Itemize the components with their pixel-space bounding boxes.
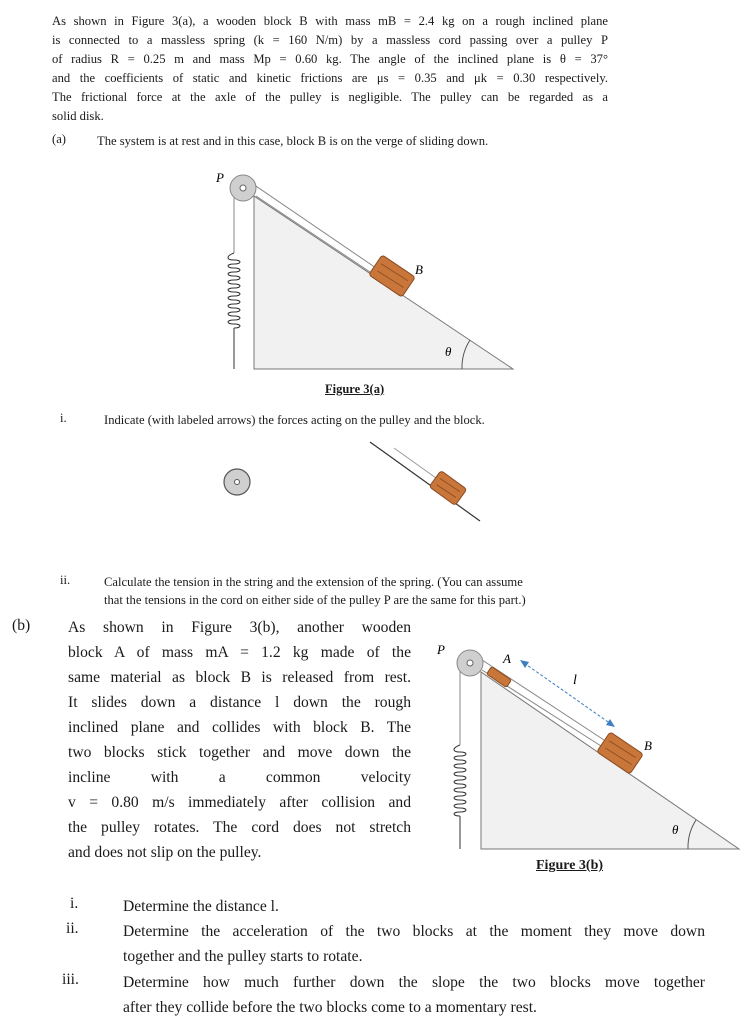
- part-a-marker: (a): [52, 132, 66, 146]
- question-a1-marker: i.: [60, 411, 67, 425]
- pulley-axle-icon: [235, 480, 240, 485]
- label-p: P: [437, 642, 445, 657]
- answer-sketch: [210, 440, 490, 540]
- question-a1-text: Indicate (with labeled arrows) the forces acting on the pulley and the block.: [104, 413, 485, 427]
- part-b-line-9: the pulley rotates. The cord does not stretch: [68, 819, 411, 836]
- label-theta: θ: [672, 822, 679, 837]
- question-b2-line-1: Determine the acceleration of the two blocks at the moment they move down: [123, 923, 705, 940]
- part-b-marker: (b): [12, 617, 31, 634]
- part-b-line-8: v = 0.80 m/s immediately after collision and: [68, 794, 411, 811]
- intro-line-5: The frictional force at the axle of the pulley is negligible. The pulley can be regarded as a: [52, 90, 608, 104]
- question-a2-line-2: that the tensions in the cord on either side of the pulley P are the same for this part.): [104, 593, 526, 607]
- incline-line: [370, 442, 480, 521]
- block-b-icon: [429, 471, 467, 506]
- spring-icon: [454, 745, 466, 849]
- question-a2-line-1: Calculate the tension in the string and the extension of the spring. (You can assume: [104, 575, 523, 589]
- label-theta: θ: [445, 344, 452, 359]
- question-b2-line-2: together and the pulley starts to rotate.: [123, 948, 363, 965]
- intro-line-6: solid disk.: [52, 109, 104, 123]
- question-b1-text: Determine the distance l.: [123, 898, 279, 915]
- part-b-line-5: inclined plane and collides with block B. The: [68, 719, 411, 736]
- label-l: l: [573, 673, 577, 688]
- question-a2-marker: ii.: [60, 573, 71, 587]
- intro-line-1: As shown in Figure 3(a), a wooden block B with mass mB = 2.4 kg on a rough inclined plane: [52, 14, 608, 28]
- part-a-text: The system is at rest and in this case, block B is on the verge of sliding down.: [97, 134, 489, 148]
- label-b: B: [415, 262, 423, 277]
- question-b3-line-1: Determine how much further down the slope the two blocks move together: [123, 974, 705, 991]
- part-b-line-4: It slides down a distance l down the rough: [68, 694, 411, 711]
- question-b3-marker: iii.: [62, 971, 79, 988]
- figure-3a-caption: Figure 3(a): [325, 382, 385, 396]
- part-b-line-3: same material as block B is released from rest.: [68, 669, 411, 686]
- part-b-line-6: two blocks stick together and move down the: [68, 744, 411, 761]
- question-b2-marker: ii.: [66, 920, 79, 937]
- spring-icon: [228, 253, 240, 369]
- figure-3a: [190, 168, 530, 378]
- part-b-line-7: incline with a common velocity: [68, 769, 411, 786]
- part-b-line-1: As shown in Figure 3(b), another wooden: [68, 619, 411, 636]
- figure-3b-caption: Figure 3(b): [536, 858, 604, 873]
- intro-line-4: and the coefficients of static and kinetic frictions are μs = 0.35 and μk = 0.30 respectively.: [52, 71, 608, 85]
- label-p: P: [216, 170, 224, 185]
- intro-line-2: is connected to a massless spring (k = 160 N/m) by a massless cord passing over a pulley P: [52, 33, 608, 47]
- question-b3-line-2: after they collide before the two blocks come to a momentary rest.: [123, 999, 537, 1016]
- figure-3b: [432, 640, 744, 854]
- intro-line-3: of radius R = 0.25 m and mass Mp = 0.60 kg. The angle of the inclined plane is θ = 37°: [52, 52, 608, 66]
- question-b1-marker: i.: [70, 895, 79, 912]
- cord: [394, 448, 436, 478]
- label-b: B: [644, 738, 652, 753]
- part-b-line-10: and does not slip on the pulley.: [68, 844, 262, 861]
- pulley-axle-icon: [240, 185, 246, 191]
- pulley-axle-icon: [467, 660, 473, 666]
- label-a: A: [503, 651, 511, 666]
- part-b-line-2: block A of mass mA = 1.2 kg made of the: [68, 644, 411, 661]
